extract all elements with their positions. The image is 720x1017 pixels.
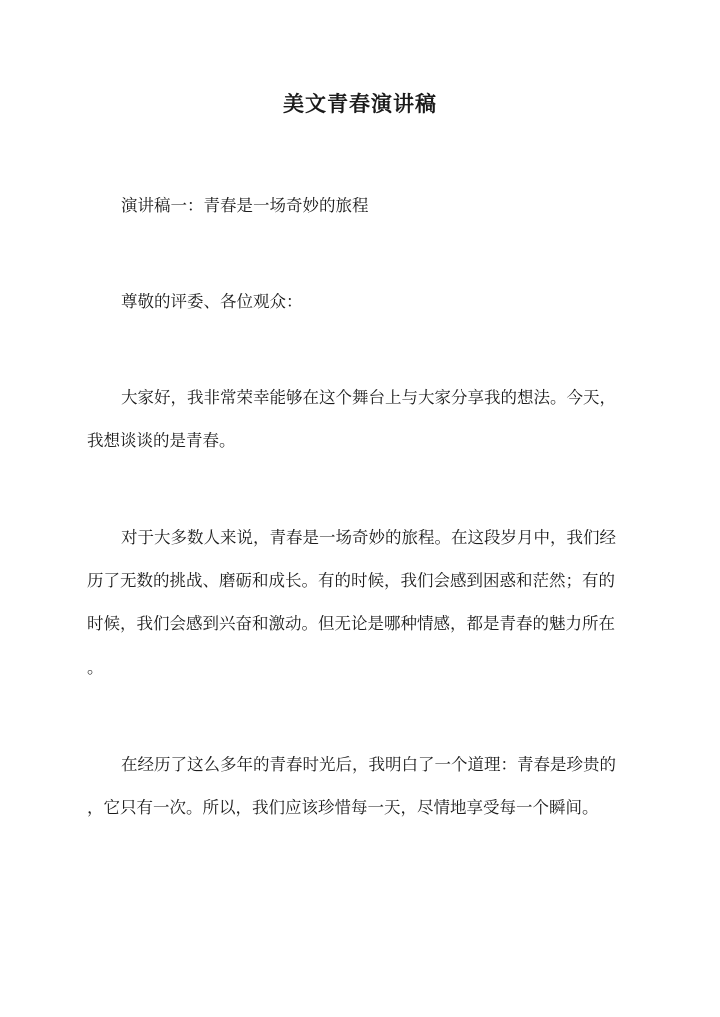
speech-heading: 演讲稿一：青春是一场奇妙的旅程: [121, 196, 369, 215]
paragraph-2-line-4: 。: [87, 658, 104, 677]
document-title: 美文青春演讲稿: [283, 91, 437, 116]
paragraph-3-line-2: ，它只有一次。所以，我们应该珍惜每一天，尽情地享受每一个瞬间。: [87, 798, 599, 817]
paragraph-3-line-1: 在经历了这么多年的青春时光后，我明白了一个道理：青春是珍贵的: [121, 755, 616, 774]
paragraph-2-line-1: 对于大多数人来说，青春是一场奇妙的旅程。在这段岁月中，我们经: [121, 528, 616, 547]
salutation: 尊敬的评委、各位观众：: [121, 292, 303, 311]
paragraph-2-line-3: 时候，我们会感到兴奋和激动。但无论是哪种情感，都是青春的魅力所在: [87, 614, 615, 633]
paragraph-1-line-2: 我想谈谈的是青春。: [87, 431, 236, 450]
paragraph-2-line-2: 历了无数的挑战、磨砺和成长。有的时候，我们会感到困惑和茫然；有的: [87, 571, 615, 590]
paragraph-1-line-1: 大家好，我非常荣幸能够在这个舞台上与大家分享我的想法。今天，: [121, 388, 616, 407]
